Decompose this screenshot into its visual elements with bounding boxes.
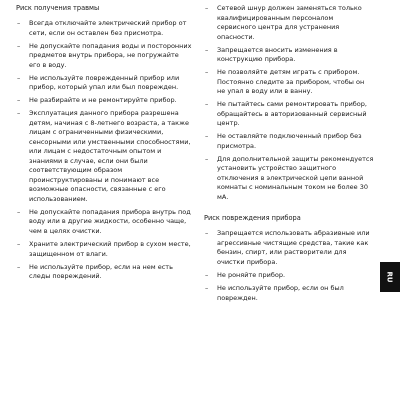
bullet-dash: – (17, 207, 21, 216)
bullet-dash: – (205, 229, 209, 238)
list-item (204, 68, 374, 97)
bullet-dash: – (17, 96, 21, 105)
list-item-text: Запрещается использовать абразивные или агрессивные чистящие средства, такие как бензин, спирт, или растворители для очистки прибора. (217, 229, 370, 266)
bullet-dash: – (17, 262, 21, 271)
bullet-dash: – (205, 154, 209, 163)
list-item-text: Не позволяйте детям играть с прибором. Постоянно следите за прибором, чтобы он не упал в воду или в ванну. (217, 68, 365, 96)
list-item-text: Сетевой шнур должен заменяться только квалифицированным персоналом сервисного центра для устранения опасности. (217, 4, 362, 41)
bullet-dash: – (205, 100, 209, 109)
list-item (204, 132, 374, 151)
list-item-text: Не пытайтесь сами ремонтировать прибор, обращайтесь в авторизованный сервисный центр. (217, 100, 367, 128)
heading-injury-risk: Риск получения травмы (16, 4, 100, 12)
list-item (204, 271, 374, 281)
list-item (16, 240, 192, 259)
list-item-text: Эксплуатация данного прибора разрешена детям, начиная с 8-летнего возраста, а также лицам с ограниченными физическими, сенсорными или умственными способностями, или лицам с недостаточным опытом и знаниями в случае, если они были соответствующим образом проинструктированы и понимают все возможные опасности, связанные с его использованием. (29, 109, 191, 203)
list-item-text: Не разбирайте и не ремонтируйте прибор. (29, 96, 177, 105)
list-item (16, 208, 192, 237)
bullet-dash: – (17, 41, 21, 50)
list-item (204, 100, 374, 129)
bullet-dash: – (205, 132, 209, 141)
list-item (16, 74, 192, 93)
list-item-text: Всегда отключайте электрический прибор от сети, если он оставлен без присмотра. (29, 19, 187, 37)
left-column (16, 0, 192, 285)
right-bullet-list (204, 4, 374, 202)
right-bullet-list-2 (204, 229, 374, 303)
list-item-text: Не допускайте попадания воды и посторонних предметов внутрь прибора, не погружайте его в воду. (29, 41, 192, 69)
list-item-text: Запрещается вносить изменения в конструкцию прибора. (217, 45, 338, 64)
list-item-text: Не используйте прибор, если на нем есть следы повреждений. (29, 262, 173, 281)
bullet-dash: – (17, 19, 21, 27)
list-item-text: Не оставляйте подключенный прибор без присмотра. (217, 132, 362, 150)
bullet-dash: – (205, 68, 209, 77)
list-item-text: Не роняйте прибор. (217, 271, 286, 280)
bullet-dash: – (205, 271, 209, 280)
list-item (204, 46, 374, 65)
list-item-text: Не используйте прибор, если он был поврежден. (217, 284, 344, 302)
bullet-dash: – (17, 109, 21, 118)
list-item-text: Не допускайте попадания прибора внутрь под воду или в другие жидкости, особенно чаще, чем в целях очистки. (29, 207, 191, 235)
list-item (16, 263, 192, 282)
list-item (16, 109, 192, 204)
list-item-text: Храните электрический прибор в сухом месте, защищенном от влаги. (29, 240, 191, 258)
list-item (204, 4, 374, 42)
list-item (16, 96, 192, 106)
list-item (204, 284, 374, 303)
bullet-dash: – (17, 73, 21, 82)
list-item (204, 155, 374, 203)
list-item (16, 42, 192, 71)
bullet-dash: – (205, 4, 209, 12)
bullet-dash: – (205, 284, 209, 293)
list-item-text: Для дополнительной защиты рекомендуется установить устройство защитного отключения в электрической цепи ванной комнаты с номинальным током не более 30 мА. (217, 154, 374, 201)
left-bullet-list (16, 19, 192, 282)
heading-device-damage-risk: Риск повреждения прибора (204, 214, 301, 223)
list-item (204, 229, 374, 267)
list-item-text: Не используйте поврежденный прибор или прибор, который упал или был поврежден. (29, 73, 180, 92)
language-tab (380, 262, 400, 292)
bullet-dash: – (205, 45, 209, 54)
language-tab-label: RU (385, 271, 394, 283)
list-item (16, 19, 192, 38)
bullet-dash: – (17, 240, 21, 249)
right-column (204, 0, 374, 307)
